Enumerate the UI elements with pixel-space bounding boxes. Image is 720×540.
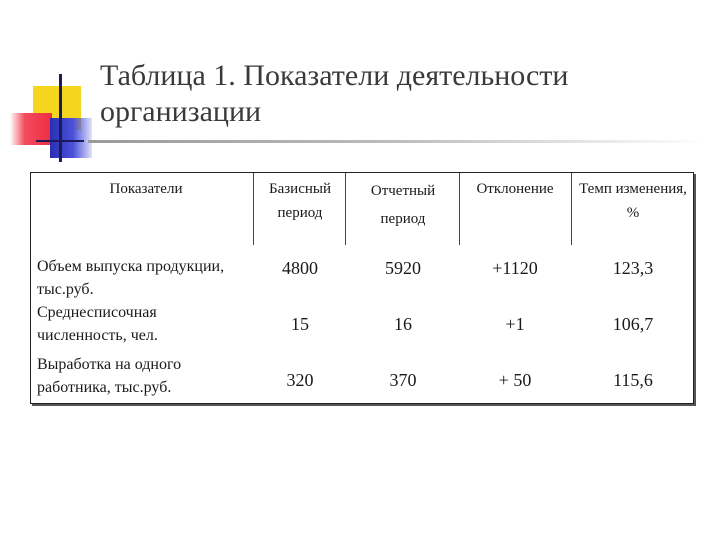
title-underline xyxy=(88,140,708,143)
header-base-period: Базисный период xyxy=(268,181,331,221)
cell-rate: 115,6 xyxy=(613,370,653,390)
slide-ornament xyxy=(0,0,110,170)
header-deviation: Отклонение xyxy=(476,181,554,197)
cell-rate: 123,3 xyxy=(612,258,654,278)
indicators-table xyxy=(30,172,694,404)
header-indicators: Показатели xyxy=(109,181,183,197)
cell-deviation: +1120 xyxy=(492,258,538,278)
cell-base: 320 xyxy=(286,370,314,390)
header-divider xyxy=(253,173,254,245)
cell-report: 5920 xyxy=(385,258,421,278)
header-divider xyxy=(571,173,572,245)
cell-deviation: +1 xyxy=(505,314,525,334)
header-divider xyxy=(345,173,346,245)
cell-report: 16 xyxy=(394,314,412,334)
cell-base: 15 xyxy=(291,314,309,334)
ornament-blue-square xyxy=(50,118,92,158)
row-label-productivity: Выработка на одного работника, тыс.руб. xyxy=(37,356,182,396)
ornament-horizontal-line xyxy=(36,140,84,142)
slide-title: Таблица 1. Показатели деятельности организации xyxy=(100,59,569,128)
cell-report: 370 xyxy=(389,370,417,390)
row-label-headcount: Среднесписочная численность, чел. xyxy=(37,304,158,344)
ornament-vertical-line xyxy=(59,74,62,162)
cell-deviation: + 50 xyxy=(498,370,532,390)
cell-base: 4800 xyxy=(282,258,318,278)
header-growth-rate: Темп изменения, % xyxy=(579,181,687,221)
header-report-period: Отчетный период xyxy=(370,183,436,227)
row-label-output: Объем выпуска продукции, тыс.руб. xyxy=(37,258,225,298)
cell-rate: 106,7 xyxy=(612,314,654,334)
